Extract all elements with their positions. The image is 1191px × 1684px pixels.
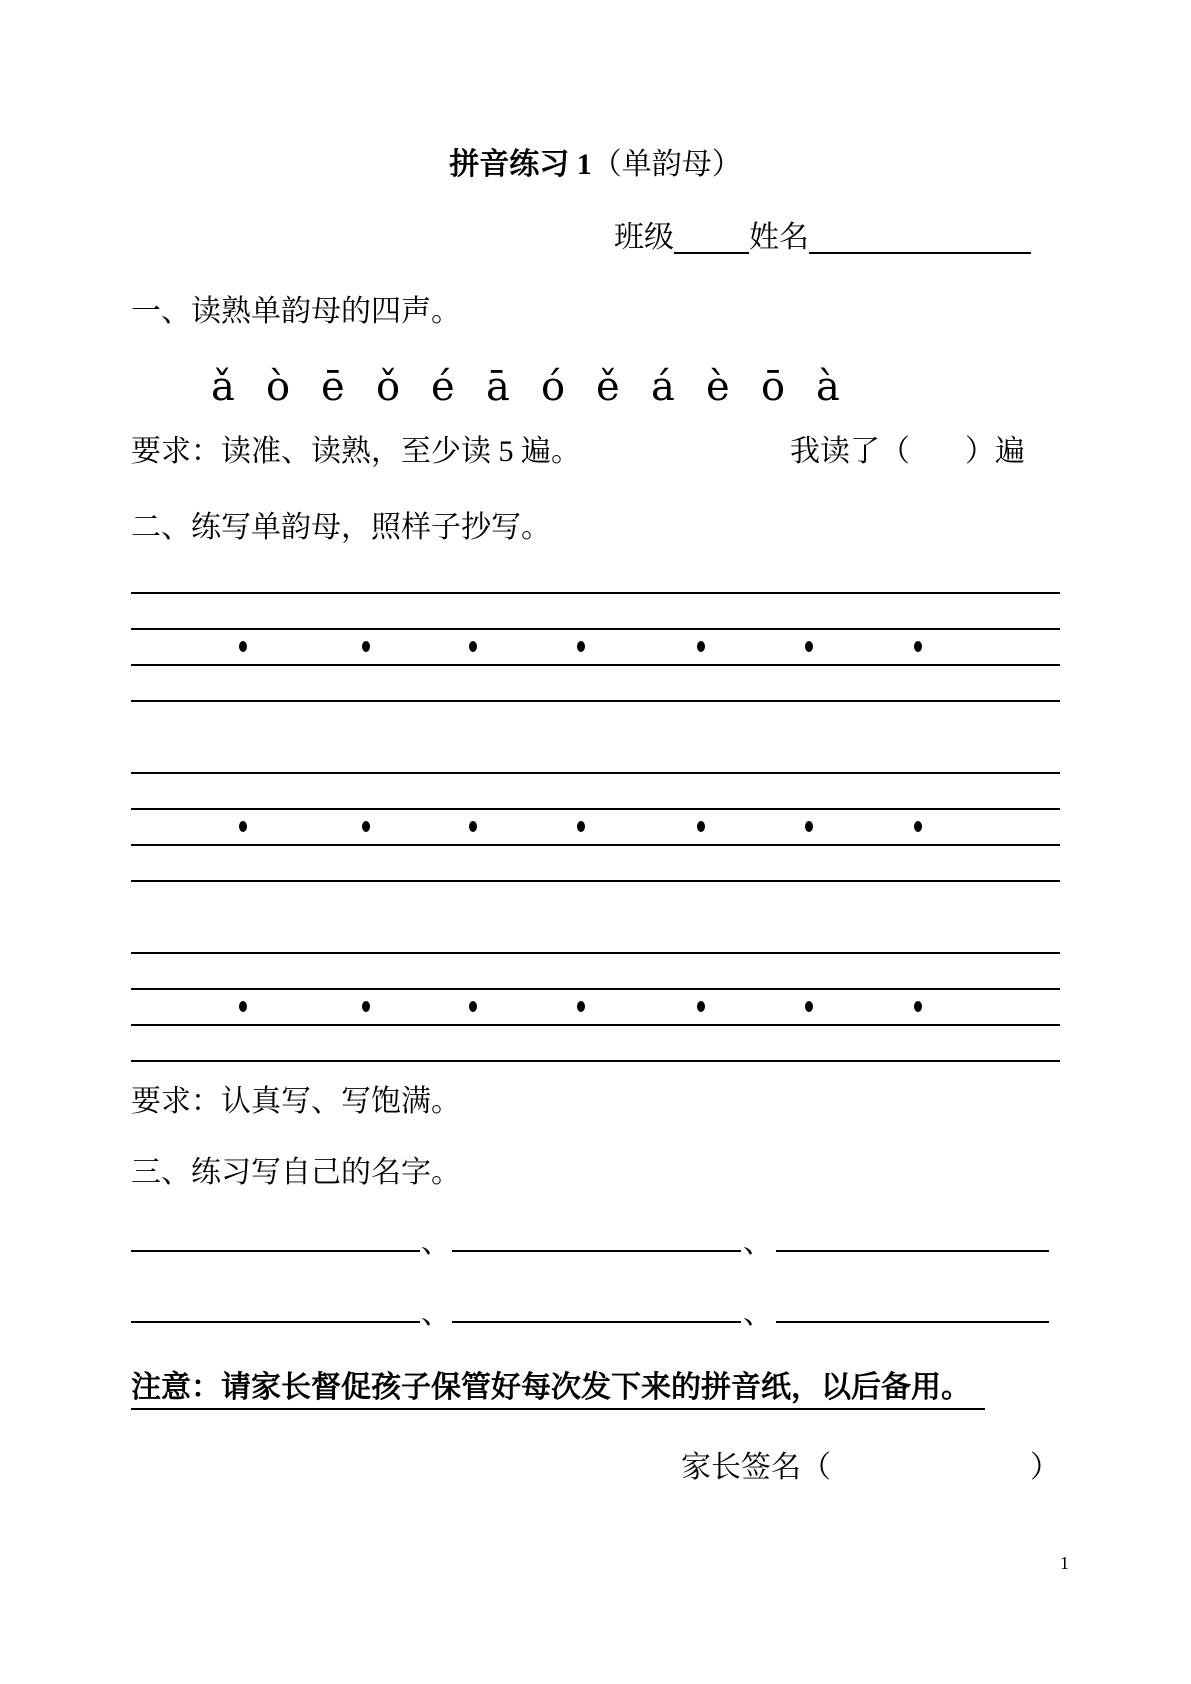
dot-marker xyxy=(805,641,813,652)
parent-signature-label: 家长签名（ xyxy=(681,1451,831,1484)
page-title xyxy=(0,145,1191,185)
dot-marker xyxy=(914,821,922,832)
name-write-field[interactable] xyxy=(452,1321,741,1323)
pinyin-item: ǎ xyxy=(211,364,235,410)
parent-signature-field[interactable] xyxy=(850,1452,1030,1484)
dot-marker xyxy=(805,821,813,832)
guide-line xyxy=(131,700,1060,702)
dot-marker xyxy=(239,821,247,832)
name-write-field[interactable] xyxy=(776,1250,1049,1252)
name-write-field[interactable] xyxy=(452,1250,741,1252)
separator: 、 xyxy=(421,1226,451,1259)
dot-marker xyxy=(577,821,585,832)
read-count-prefix: 我读了（ xyxy=(790,435,910,468)
dot-marker xyxy=(362,1001,370,1012)
name-field[interactable] xyxy=(809,222,1031,254)
notice-text: 注意：请家长督促孩子保管好每次发下来的拼音纸，以后备用。 xyxy=(131,1368,985,1410)
dot-marker xyxy=(914,641,922,652)
guide-line xyxy=(131,664,1060,666)
pinyin-item: ā xyxy=(486,364,510,410)
pinyin-item: é xyxy=(431,364,455,410)
pinyin-item: ě xyxy=(596,364,620,410)
pinyin-item: ē xyxy=(321,364,345,410)
dot-marker xyxy=(697,821,705,832)
pinyin-item: è xyxy=(706,364,730,410)
parent-signature-close: ） xyxy=(1030,1451,1060,1484)
dot-marker xyxy=(697,1001,705,1012)
section2-requirement: 要求：认真写、写饱满。 xyxy=(131,1085,461,1118)
dot-marker xyxy=(362,641,370,652)
dot-marker xyxy=(697,641,705,652)
dot-marker xyxy=(914,1001,922,1012)
read-count-suffix: ）遍 xyxy=(965,435,1025,468)
class-field[interactable] xyxy=(674,222,749,254)
dot-marker xyxy=(362,821,370,832)
pinyin-item: à xyxy=(816,364,840,410)
section1-heading: 一、读熟单韵母的四声。 xyxy=(131,295,461,328)
page-number: 1 xyxy=(1060,1553,1069,1573)
read-count-field[interactable] xyxy=(935,440,965,470)
section3-heading: 三、练习写自己的名字。 xyxy=(131,1156,461,1189)
dot-marker xyxy=(469,641,477,652)
guide-line xyxy=(131,844,1060,846)
section2-heading: 二、练写单韵母，照样子抄写。 xyxy=(131,511,551,544)
dot-marker xyxy=(239,641,247,652)
pinyin-item: á xyxy=(651,364,675,410)
guide-line xyxy=(131,1060,1060,1062)
name-write-field[interactable] xyxy=(131,1250,420,1252)
separator: 、 xyxy=(421,1297,451,1330)
separator: 、 xyxy=(743,1226,773,1259)
student-info xyxy=(614,218,1031,258)
dot-marker xyxy=(577,641,585,652)
dot-marker xyxy=(469,1001,477,1012)
dot-marker xyxy=(577,1001,585,1012)
pinyin-item: ō xyxy=(761,364,786,410)
guide-line xyxy=(131,988,1060,990)
pinyin-item: ǒ xyxy=(376,364,401,410)
name-write-field[interactable] xyxy=(131,1321,420,1323)
separator: 、 xyxy=(743,1297,773,1330)
pinyin-tones-row xyxy=(211,362,871,412)
section1-requirement: 要求：读准、读熟，至少读 5 遍。 xyxy=(131,435,581,468)
title-main: 拼音练习 1 xyxy=(449,148,592,181)
title-sub: （单韵母） xyxy=(591,148,742,181)
guide-line xyxy=(131,880,1060,882)
guide-line xyxy=(131,808,1060,810)
guide-line xyxy=(131,592,1060,594)
name-write-field[interactable] xyxy=(776,1321,1049,1323)
pinyin-item: ó xyxy=(541,364,566,410)
dot-marker xyxy=(469,821,477,832)
dot-marker xyxy=(805,1001,813,1012)
guide-line xyxy=(131,628,1060,630)
guide-line xyxy=(131,1024,1060,1026)
dot-marker xyxy=(239,1001,247,1012)
class-label: 班级 xyxy=(614,221,674,254)
pinyin-item: ò xyxy=(266,364,291,410)
guide-line xyxy=(131,952,1060,954)
name-label: 姓名 xyxy=(749,221,809,254)
guide-line xyxy=(131,772,1060,774)
